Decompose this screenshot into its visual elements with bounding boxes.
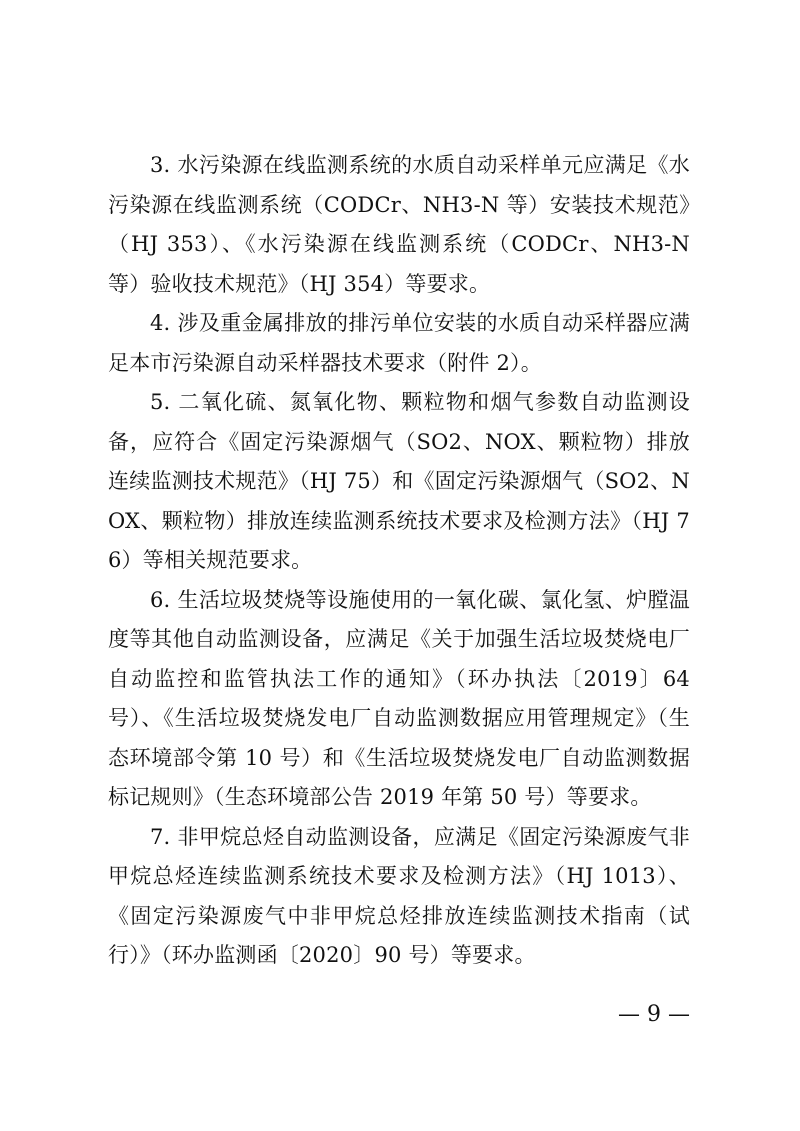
paragraph-item-3: 3. 水污染源在线监测系统的水质自动采样单元应满足《水污染源在线监测系统（CODCr、NH3-N 等）安装技术规范》（HJ 353）、《水污染源在线监测系统（CODCr、NH3-N 等）验收技术规范》（HJ 354）等要求。: [108, 153, 690, 296]
paragraph-item-5: 5. 二氧化硫、氮氧化物、颗粒物和烟气参数自动监测设备，应符合《固定污染源烟气（SO2、NOX、颗粒物）排放连续监测技术规范》（HJ 75）和《固定污染源烟气（SO2、NOX、颗粒物）排放连续监测系统技术要求及检测方法》（HJ 76）等相关规范要求。: [108, 390, 690, 572]
paragraph-item-7: 7. 非甲烷总烃自动监测设备，应满足《固定污染源废气非甲烷总烃连续监测系统技术要求及检测方法》（HJ 1013）、《固定污染源废气中非甲烷总烃排放连续监测技术指南（试行）》（环办监测函〔2020〕90 号）等要求。: [108, 824, 690, 967]
paragraph-item-6: 6. 生活垃圾焚烧等设施使用的一氧化碳、氯化氢、炉膛温度等其他自动监测设备，应满足《关于加强生活垃圾焚烧电厂自动监控和监管执法工作的通知》（环办执法〔2019〕64 号）、《生活垃圾焚烧发电厂自动监测数据应用管理规定》（生态环境部令第 10 号）和《生活垃圾焚烧发电厂自动监测数据标记规则》（生态环境部公告 2019 年第 50 号）等要求。: [108, 587, 690, 809]
paragraph-item-4: 4. 涉及重金属排放的排污单位安装的水质自动采样器应满足本市污染源自动采样器技术要求（附件 2）。: [108, 311, 690, 375]
document-body: [108, 146, 690, 976]
page-number: — 9 —: [618, 1002, 690, 1027]
